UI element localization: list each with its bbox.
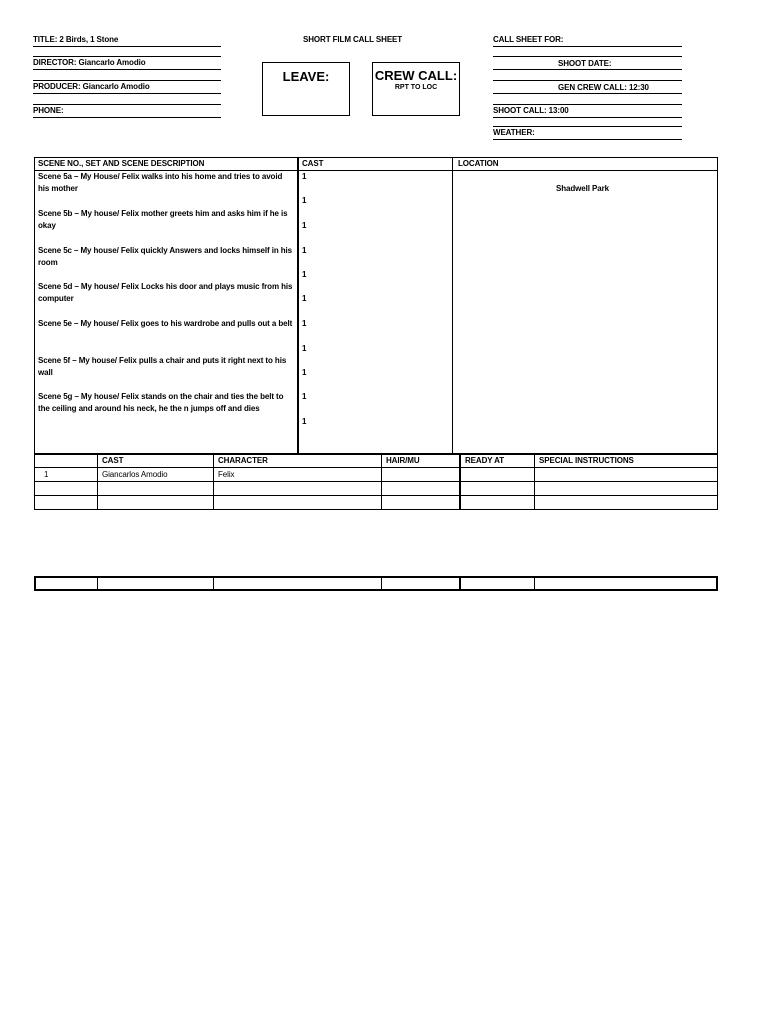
cast-col-line bbox=[534, 454, 535, 510]
cast-col-line bbox=[459, 454, 461, 510]
crew-call-box bbox=[372, 62, 460, 116]
producer-underline bbox=[33, 93, 221, 94]
cast-number: 1 bbox=[302, 294, 307, 303]
scene-5b: Scene 5b – My house/ Felix mother greets him and asks him if he is okay bbox=[38, 209, 288, 230]
cast-header-cast: CAST bbox=[102, 456, 124, 465]
cast-row-line bbox=[34, 467, 718, 468]
cast-number: 1 bbox=[302, 392, 307, 401]
cast-number: 1 bbox=[302, 196, 307, 205]
shoot-call-underline bbox=[493, 117, 682, 118]
weather-overline bbox=[493, 126, 682, 127]
director-underline bbox=[33, 69, 221, 70]
cast-number: 1 bbox=[302, 417, 307, 426]
scene-5g: Scene 5g – My house/ Felix stands on the chair and ties the belt to the ceiling and around his neck, he the n jumps off and dies bbox=[38, 392, 284, 413]
cast-row-number: 1 bbox=[44, 470, 49, 479]
producer-field: PRODUCER: Giancarlo Amodio bbox=[33, 82, 150, 91]
scene-5c: Scene 5c – My house/ Felix quickly Answers and locks himself in his room bbox=[38, 246, 292, 267]
cast-row-line bbox=[34, 481, 718, 482]
location-value: Shadwell Park bbox=[556, 184, 609, 193]
empty-row-col-line bbox=[381, 576, 382, 591]
phone-overline bbox=[33, 104, 221, 105]
gen-crew-call-overline bbox=[493, 80, 682, 81]
cast-row-line bbox=[34, 495, 718, 496]
gen-crew-call-field: GEN CREW CALL: 12:30 bbox=[558, 83, 649, 92]
title-underline bbox=[33, 46, 221, 47]
weather-underline bbox=[493, 139, 682, 140]
cast-header-ready-at: READY AT bbox=[465, 456, 505, 465]
scene-5a: Scene 5a – My House/ Felix walks into his home and tries to avoid his mother bbox=[38, 172, 283, 193]
director-field: DIRECTOR: Giancarlo Amodio bbox=[33, 58, 146, 67]
cast-header-special-instructions: SPECIAL INSTRUCTIONS bbox=[539, 456, 634, 465]
cast-header-hair-mu: HAIR/MU bbox=[386, 456, 420, 465]
scenes-header-location: LOCATION bbox=[458, 159, 499, 168]
empty-row-col-line bbox=[213, 576, 214, 591]
cast-number: 1 bbox=[302, 344, 307, 353]
sheet-title: SHORT FILM CALL SHEET bbox=[303, 35, 403, 44]
director-overline bbox=[33, 56, 221, 57]
cast-number: 1 bbox=[302, 172, 307, 181]
rpt-to-loc-label: RPT TO LOC bbox=[394, 84, 438, 91]
empty-row-col-line bbox=[97, 576, 98, 591]
call-sheet-for-underline bbox=[493, 46, 682, 47]
gen-crew-call-underline bbox=[493, 93, 682, 94]
cast-col-line bbox=[213, 454, 214, 510]
leave-label: LEAVE: bbox=[282, 69, 330, 84]
call-sheet-for-field: CALL SHEET FOR: bbox=[493, 35, 564, 44]
cast-row-character: Felix bbox=[218, 470, 235, 479]
scenes-header-cast: CAST bbox=[302, 159, 324, 168]
shoot-date-underline bbox=[493, 69, 682, 70]
cast-number: 1 bbox=[302, 319, 307, 328]
scenes-col-divider-2 bbox=[452, 157, 453, 454]
scenes-col-divider-1 bbox=[297, 157, 299, 454]
weather-field: WEATHER: bbox=[493, 128, 535, 137]
cast-number: 1 bbox=[302, 368, 307, 377]
producer-overline bbox=[33, 80, 221, 81]
leave-box bbox=[262, 62, 350, 116]
shoot-call-field: SHOOT CALL: 13:00 bbox=[493, 106, 569, 115]
scene-5f: Scene 5f – My house/ Felix pulls a chair and puts it right next to his wall bbox=[38, 356, 287, 377]
scenes-header-description: SCENE NO., SET AND SCENE DESCRIPTION bbox=[38, 159, 205, 168]
scene-5d: Scene 5d – My house/ Felix Locks his door and plays music from his computer bbox=[38, 282, 293, 303]
cast-row-name: Giancarlos Amodio bbox=[102, 470, 168, 479]
shoot-date-field: SHOOT DATE: bbox=[558, 59, 612, 68]
crew-call-label: CREW CALL: bbox=[374, 68, 458, 83]
cast-col-line bbox=[97, 454, 98, 510]
shoot-call-overline bbox=[493, 104, 682, 105]
phone-underline bbox=[33, 117, 221, 118]
empty-row-col-line bbox=[459, 576, 461, 591]
cast-header-character: CHARACTER bbox=[218, 456, 268, 465]
empty-table-row bbox=[34, 576, 718, 591]
empty-row-col-line bbox=[534, 576, 535, 591]
cast-col-line bbox=[381, 454, 382, 510]
phone-field: PHONE: bbox=[33, 106, 64, 115]
cast-number: 1 bbox=[302, 270, 307, 279]
cast-number: 1 bbox=[302, 246, 307, 255]
shoot-date-overline bbox=[493, 56, 682, 57]
cast-number: 1 bbox=[302, 221, 307, 230]
scene-5e: Scene 5e – My house/ Felix goes to his wardrobe and pulls out a belt bbox=[38, 319, 293, 328]
title-field: TITLE: 2 Birds, 1 Stone bbox=[33, 35, 119, 44]
